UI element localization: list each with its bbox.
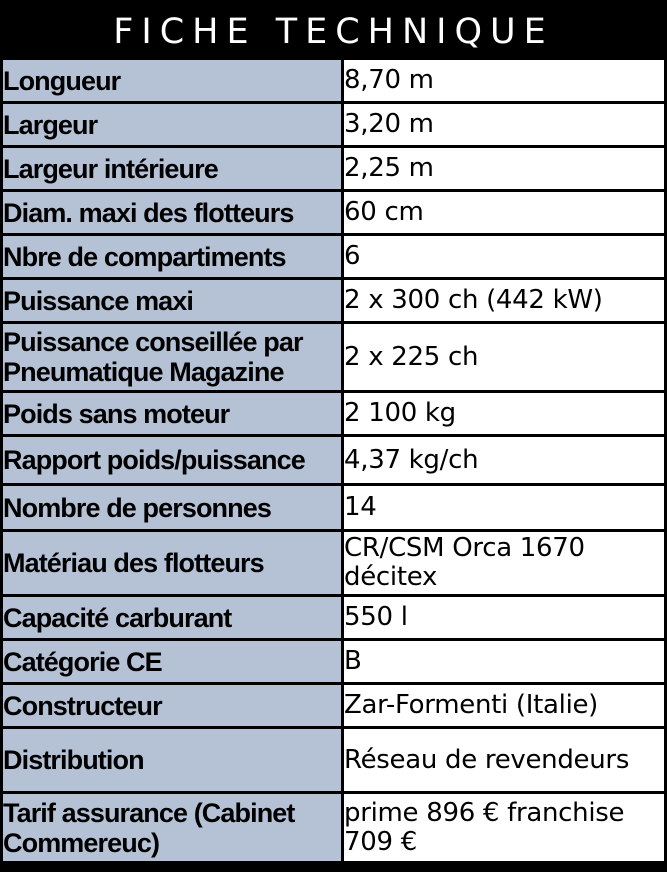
spec-row	[3, 641, 664, 682]
spec-value: 2 x 225 ch	[344, 324, 664, 390]
spec-row	[3, 236, 664, 277]
spec-label: Poids sans moteur	[3, 393, 341, 434]
spec-label: Nombre de personnes	[3, 486, 341, 529]
spec-label: Longueur	[3, 60, 341, 101]
spec-label: Diam. maxi des flotteurs	[3, 192, 341, 233]
sheet-title: FICHE TECHNIQUE	[113, 12, 554, 52]
spec-row	[3, 597, 664, 638]
spec-label: Largeur intérieure	[3, 148, 341, 189]
spec-value: prime 896 € franchise 709 €	[344, 794, 664, 861]
spec-label: Matériau des flotteurs	[3, 532, 341, 594]
spec-row	[3, 532, 664, 594]
spec-row	[3, 60, 664, 101]
spec-value: Zar-Formenti (Italie)	[344, 685, 664, 726]
spec-value: 2 100 kg	[344, 393, 664, 434]
spec-value: B	[344, 641, 664, 682]
spec-value: 4,37 kg/ch	[344, 437, 664, 483]
spec-value: 6	[344, 236, 664, 277]
spec-row	[3, 437, 664, 483]
spec-value: 14	[344, 486, 664, 529]
spec-label: Constructeur	[3, 685, 341, 726]
spec-row	[3, 393, 664, 434]
spec-row	[3, 729, 664, 791]
spec-value: 2,25 m	[344, 148, 664, 189]
spec-row	[3, 148, 664, 189]
spec-label: Tarif assurance (Cabinet Commereuc)	[3, 794, 341, 861]
spec-row	[3, 324, 664, 390]
spec-value: 3,20 m	[344, 104, 664, 145]
spec-table-body	[3, 60, 664, 861]
spec-value: Réseau de revendeurs	[344, 729, 664, 791]
spec-value: 2 x 300 ch (442 kW)	[344, 280, 664, 321]
spec-label: Puissance maxi	[3, 280, 341, 321]
spec-row	[3, 104, 664, 145]
spec-value: 60 cm	[344, 192, 664, 233]
spec-label: Nbre de compartiments	[3, 236, 341, 277]
spec-label: Puissance conseillée par Pneumatique Magazine	[3, 324, 341, 390]
spec-row	[3, 486, 664, 529]
spec-row	[3, 280, 664, 321]
spec-label: Capacité carburant	[3, 597, 341, 638]
spec-row	[3, 685, 664, 726]
spec-value: 550 l	[344, 597, 664, 638]
spec-label: Rapport poids/puissance	[3, 437, 341, 483]
spec-row	[3, 192, 664, 233]
spec-row	[3, 794, 664, 861]
spec-value: CR/CSM Orca 1670 décitex	[344, 532, 664, 594]
spec-label: Largeur	[3, 104, 341, 145]
spec-label: Distribution	[3, 729, 341, 791]
spec-table	[3, 57, 664, 864]
spec-value: 8,70 m	[344, 60, 664, 101]
spec-label: Catégorie CE	[3, 641, 341, 682]
